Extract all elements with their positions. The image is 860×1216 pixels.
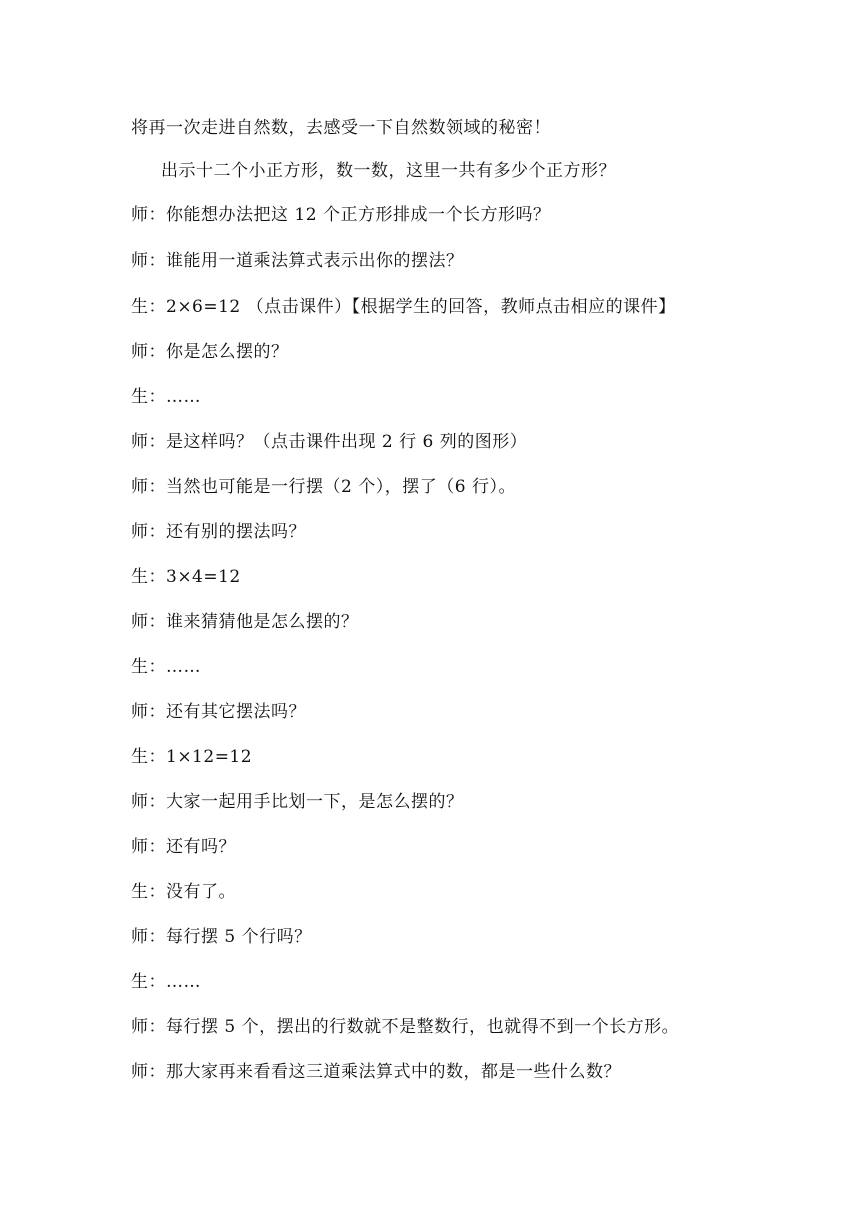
- text-line: 师：那大家再来看看这三道乘法算式中的数，都是一些什么数？: [131, 1062, 621, 1082]
- text-line: 生：……: [131, 387, 201, 407]
- text-line: 师：还有别的摆法吗？: [131, 522, 306, 542]
- text-line: 生：没有了。: [131, 882, 236, 902]
- text-line: 将再一次走进自然数，去感受一下自然数领域的秘密！: [131, 118, 551, 138]
- text-line: 师：大家一起用手比划一下，是怎么摆的？: [131, 792, 464, 812]
- text-line: 师：还有吗？: [131, 837, 236, 857]
- text-line: 师：你能想办法把这 12 个正方形排成一个长方形吗？: [131, 205, 551, 225]
- text-line: 师：还有其它摆法吗？: [131, 702, 306, 722]
- text-line: 生：1×12=12: [131, 747, 253, 767]
- text-line: 生：3×4=12: [131, 567, 241, 587]
- text-line: 生：……: [131, 657, 201, 677]
- text-line: 师：是这样吗？（点击课件出现 2 行 6 列的图形）: [131, 432, 528, 452]
- text-line: 出示十二个小正方形，数一数，这里一共有多少个正方形？: [161, 161, 616, 181]
- text-line: 师：谁来猜猜他是怎么摆的？: [131, 612, 359, 632]
- text-line: 师：谁能用一道乘法算式表示出你的摆法？: [131, 251, 464, 271]
- text-line: 师：当然也可能是一行摆（2 个），摆了（6 行）。: [131, 477, 516, 497]
- text-line: 师：你是怎么摆的？: [131, 342, 289, 362]
- text-line: 生：2×6=12 （点击课件）【根据学生的回答，教师点击相应的课件】: [131, 297, 676, 317]
- text-line: 生：……: [131, 972, 201, 992]
- text-line: 师：每行摆 5 个行吗？: [131, 927, 312, 947]
- text-line: 师：每行摆 5 个，摆出的行数就不是整数行，也就得不到一个长方形。: [131, 1017, 680, 1037]
